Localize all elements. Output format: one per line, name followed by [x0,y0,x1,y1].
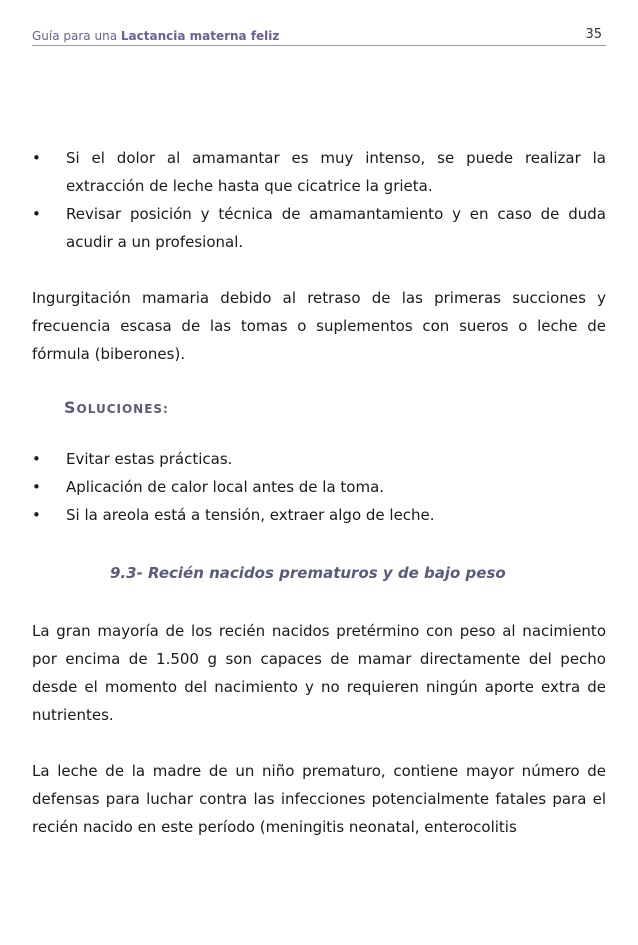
list-item-text: Aplicación de calor local antes de la toma. [66,478,385,496]
page-body [32,144,606,841]
list-item-text: Si el dolor al amamantar es muy intenso, se puede realizar la extracción de leche hasta que cicatrice la grieta. [66,149,606,195]
page-number: 35 [585,27,602,42]
bullet-icon: • [32,506,41,524]
running-title [32,29,279,43]
bullet-list-dolor [32,144,606,256]
list-item [32,200,606,256]
paragraph-mayoria: La gran mayoría de los recién nacidos pretérmino con peso al nacimiento por encima de 1.500 g son capaces de mamar directamente del pecho desde el momento del nacimiento y no requieren ningún aporte extra de nutrientes. [32,622,606,724]
bullet-icon: • [32,478,41,496]
soluciones-heading [32,394,606,423]
running-title-prefix: Guía para una [32,29,118,43]
list-item-text: Evitar estas prácticas. [66,450,233,468]
bullet-icon: • [32,205,41,223]
section-heading: 9.3- Recién nacidos prematuros y de bajo peso [110,564,506,582]
bullet-icon: • [32,450,41,468]
bullet-list-soluciones [32,445,606,529]
page-header [32,27,606,46]
paragraph-ingurgitacion: Ingurgitación mamaria debido al retraso de las primeras succiones y frecuencia escasa de las tomas o suplementos con sueros o leche de fórmula (biberones). [32,289,606,363]
list-item-text: Revisar posición y técnica de amamantamiento y en caso de duda acudir a un profesional. [66,205,606,251]
soluciones-heading-rest: OLUCIONES: [76,402,169,416]
list-item [32,501,606,529]
list-item [32,144,606,200]
list-item [32,445,606,473]
running-title-bold: Lactancia materna feliz [120,29,280,43]
list-item [32,473,606,501]
paragraph-leche: La leche de la madre de un niño prematuro, contiene mayor número de defensas para luchar contra las infecciones potencialmente fatales para el recién nacido en este período (meningitis neonatal, enterocolitis [32,762,606,836]
list-item-text: Si la areola está a tensión, extraer algo de leche. [66,506,435,524]
soluciones-heading-initial: S [64,398,77,417]
bullet-icon: • [32,149,41,167]
